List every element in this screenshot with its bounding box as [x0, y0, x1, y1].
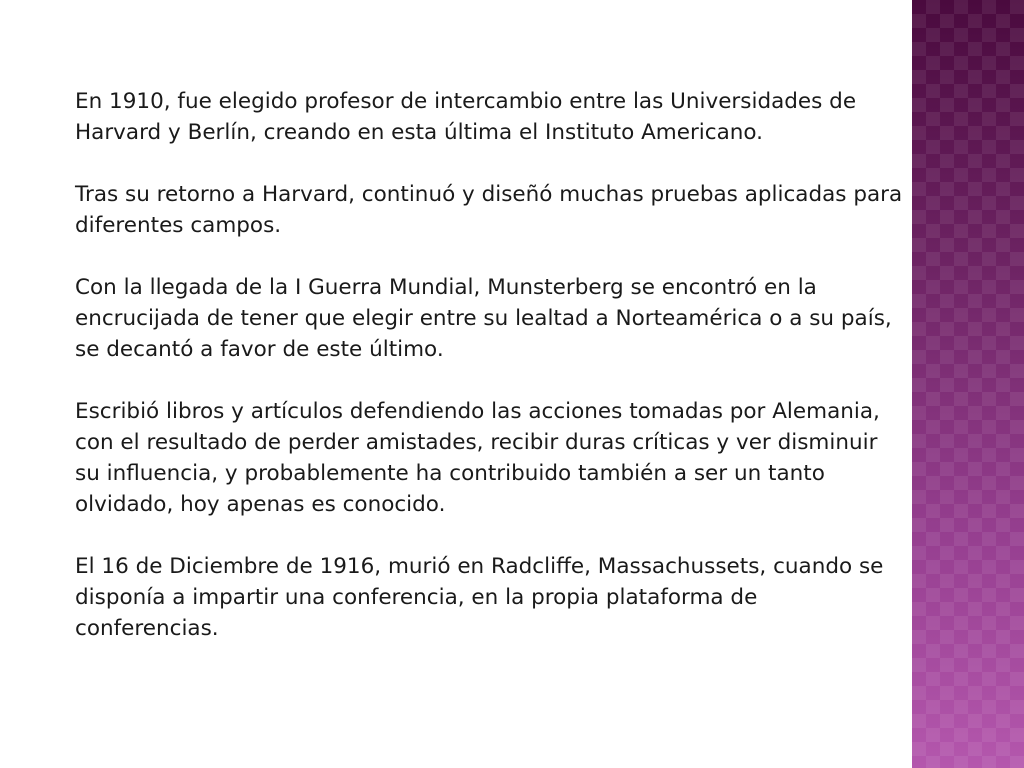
paragraph-2: Tras su retorno a Harvard, continuó y diseñó muchas pruebas aplicadas para diferentes campos.: [75, 182, 903, 238]
paragraph-4: Escribió libros y artículos defendiendo las acciones tomadas por Alemania, con el resultado de perder amistades, recibir duras críticas y ver disminuir su influencia, y probablemente ha contribuido también a ser un tanto olvidado, hoy apenas es conocido.: [75, 399, 880, 517]
paragraph-3: Con la llegada de la I Guerra Mundial, Munsterberg se encontró en la encrucijada de tener que elegir entre su lealtad a Norteamérica o a su país, se decantó a favor de este último.: [75, 275, 892, 362]
slide-text-body: [75, 86, 905, 644]
paragraph-5: El 16 de Diciembre de 1916, murió en Radcliffe, Massachussets, cuando se disponía a impartir una conferencia, en la propia plataforma de conferencias.: [75, 554, 884, 641]
decorative-side-band: [912, 0, 1024, 768]
paragraph-1: En 1910, fue elegido profesor de intercambio entre las Universidades de Harvard y Berlín, creando en esta última el Instituto Americano.: [75, 89, 857, 145]
